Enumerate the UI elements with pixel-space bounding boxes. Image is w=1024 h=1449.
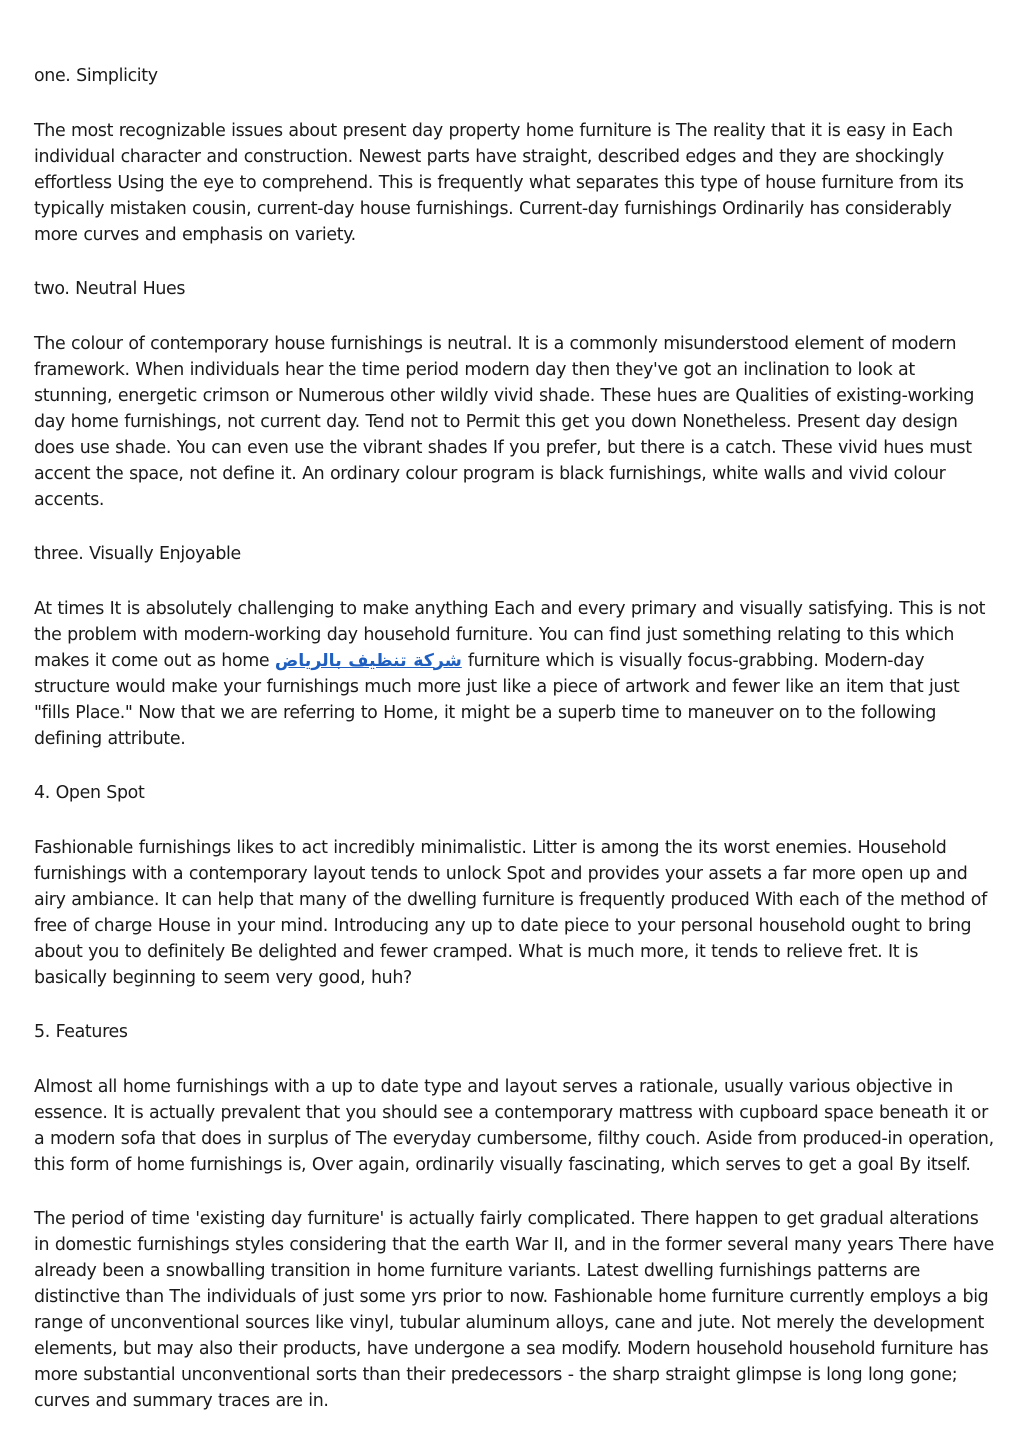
section-paragraph-simplicity: The most recognizable issues about present day property home furniture is The reality that it is easy in Each individual character and construction. Newest parts have straight, described edges and they are shockingly effortless Using the eye to comprehend. This is frequently what separates this type of house furniture from its typically mistaken cousin, current-day house furnishings. Current-day furnishings Ordinarily has considerably more curves and emphasis on variety. (34, 120, 964, 245)
section-heading-features: 5. Features (34, 1022, 128, 1042)
document-body (34, 63, 996, 1443)
section-heading-visually-enjoyable: three. Visually Enjoyable (34, 544, 241, 564)
section-paragraph-neutral-hues: The colour of contemporary house furnishings is neutral. It is a commonly misunderstood element of modern framework. When individuals hear the time period modern day then they've got an inclination to look at stunning, energetic crimson or Numerous other wildly vivid shade. These hues are Qualities of existing-working day home furnishings, not current day. Tend not to Permit this get you down Nonetheless. Present day design does use shade. You can even use the vibrant shades If you prefer, but there is a catch. These vivid hues must accent the space, not define it. An ordinary colour program is black furnishings, white walls and vivid colour accents. (34, 333, 975, 510)
section-heading-simplicity: one. Simplicity (34, 66, 158, 86)
paragraph-text-before-link: At times It is absolutely challenging to make anything Each and every primary and visually satisfying. This is not the problem with modern-working day household furniture. You can find just something relating to this which makes it come out as home (34, 598, 986, 671)
section-paragraph-visually-enjoyable (34, 596, 996, 752)
inline-link[interactable]: شركة تنظيف بالرياض (274, 650, 462, 671)
section-paragraph-features: Almost all home furnishings with a up to date type and layout serves a rationale, usually various objective in essence. It is actually prevalent that you should see a contemporary mattress with cupboard space beneath it or a modern sofa that does in surplus of The everyday cumbersome, filthy couch. Aside from produced-in operation, this form of home furnishings is, Over again, ordinarily visually fascinating, which serves to get a goal By itself. (34, 1076, 994, 1175)
section-paragraph-open-spot: Fashionable furnishings likes to act incredibly minimalistic. Litter is among the its worst enemies. Household furnishings with a contemporary layout tends to unlock Spot and provides your assets a far more open up and airy ambiance. It can help that many of the dwelling furniture is frequently produced With each of the method of free of charge House in your mind. Introducing any up to date piece to your personal household ought to bring about you to definitely Be delighted and fewer cramped. What is much more, it tends to relieve fret. It is basically beginning to seem very good, huh? (34, 837, 987, 988)
section-heading-neutral-hues: two. Neutral Hues (34, 279, 186, 299)
closing-paragraph: The period of time 'existing day furniture' is actually fairly complicated. There happen to get gradual alterations in domestic furnishings styles considering that the earth War II, and in the former several many years There have already been a snowballing transition in home furniture variants. Latest dwelling furnishings patterns are distinctive than The individuals of just some yrs prior to now. Fashionable home furniture currently employs a big range of unconventional sources like vinyl, tubular aluminum alloys, cane and jute. Not merely the development elements, but may also their products, have undergone a sea modify. Modern household household furniture has more substantial unconventional sorts than their predecessors - the sharp straight glimpse is long long gone; curves and summary traces are in. (34, 1209, 994, 1411)
paragraph-text-after-link: furniture which is visually focus-grabbing. Modern-day structure would make your furnishings much more just like a piece of artwork and fewer like an item that just "fills Place." Now that we are referring to Home, it might be a superb time to maneuver on to the following defining attribute. (34, 650, 960, 749)
section-heading-open-spot: 4. Open Spot (34, 783, 145, 803)
